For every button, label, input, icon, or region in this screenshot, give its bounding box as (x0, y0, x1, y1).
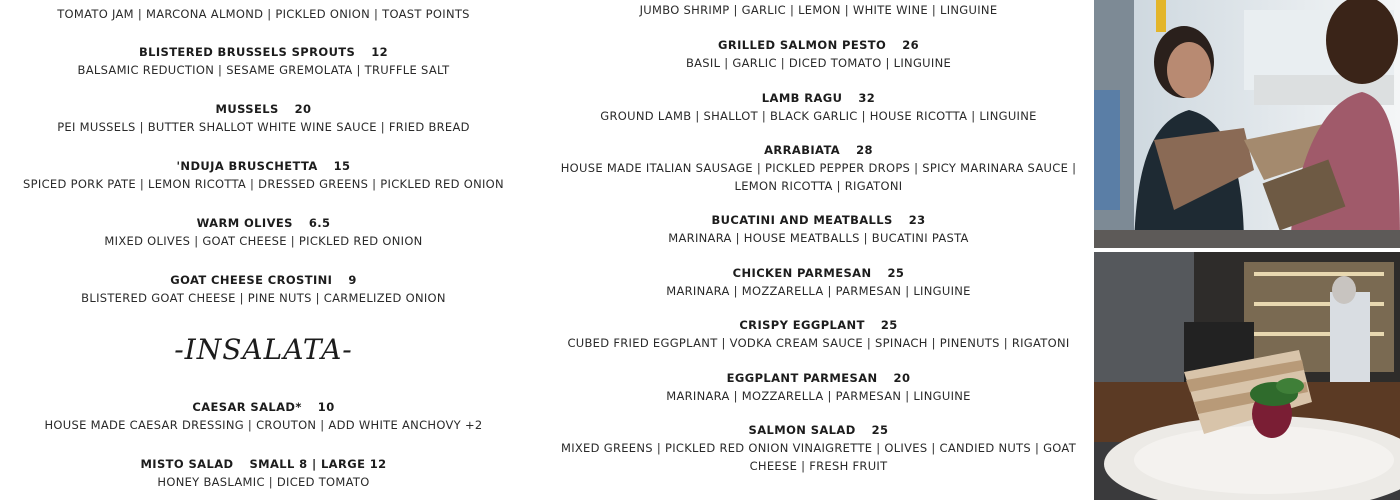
menu-item-price: 10 (317, 400, 335, 414)
menu-item (550, 316, 1087, 352)
photo-guests-reading-menus (1094, 0, 1400, 248)
menu-item-price: 6.5 (308, 216, 331, 230)
menu-item-name: LAMB RAGU (761, 91, 843, 105)
menu-item (0, 455, 527, 491)
menu-item-description: MIXED GREENS | PICKLED RED ONION VINAIGRETTE | OLIVES | CANDIED NUTS | GOAT CHEESE | FRESH FRUIT (560, 441, 1077, 473)
menu-item (550, 36, 1087, 72)
menu-item-description: SPICED PORK PATE | LEMON RICOTTA | DRESSED GREENS | PICKLED RED ONION (23, 177, 504, 191)
dessert-photo-image (1094, 252, 1400, 500)
menu-item-description: HOUSE MADE CAESAR DRESSING | CROUTON | ADD WHITE ANCHOVY +2 (44, 418, 483, 432)
section-heading-insalata: -INSALATA- (174, 333, 353, 366)
menu-item (0, 398, 527, 434)
menu-item-price: 25 (887, 266, 905, 280)
menu-item-description: MIXED OLIVES | GOAT CHEESE | PICKLED RED ONION (104, 234, 423, 248)
menu-item (550, 89, 1087, 125)
menu-item-name: BLISTERED BRUSSELS SPROUTS (138, 45, 356, 59)
menu-item-name: ARRABIATA (764, 143, 841, 157)
menu-item-name: MUSSELS (215, 102, 279, 116)
menu-item-description: TOMATO JAM | MARCONA ALMOND | PICKLED ONION | TOAST POINTS (57, 7, 470, 21)
menu-item-description: MARINARA | MOZZARELLA | PARMESAN | LINGUINE (666, 284, 971, 298)
menu-item-description: MARINARA | HOUSE MEATBALLS | BUCATINI PASTA (668, 231, 969, 245)
menu-item (550, 421, 1087, 475)
menu-item-price: 12 (371, 45, 389, 59)
menu-item-description: BLISTERED GOAT CHEESE | PINE NUTS | CARMELIZED ONION (81, 291, 446, 305)
menu-item-name: BUCATINI AND MEATBALLS (711, 213, 893, 227)
menu-item-name: SALMON SALAD (748, 423, 856, 437)
menu-item-description: HOUSE MADE ITALIAN SAUSAGE | PICKLED PEPPER DROPS | SPICY MARINARA SAUCE | LEMON RICOTTA | RIGATONI (560, 161, 1077, 193)
menu-item-price: 25 (871, 423, 889, 437)
menu-item-continued (0, 5, 527, 23)
menu-item-price: 15 (333, 159, 351, 173)
photo-dessert-cake-at-bar (1094, 252, 1400, 500)
menu-item-price: 25 (880, 318, 898, 332)
menu-item (0, 100, 527, 136)
menu-item-description: CUBED FRIED EGGPLANT | VODKA CREAM SAUCE | SPINACH | PINENUTS | RIGATONI (567, 336, 1070, 350)
menu-item-name: MISTO SALAD (140, 457, 234, 471)
menu-item (0, 271, 527, 307)
menu-item-price: 32 (858, 91, 876, 105)
menu-item (550, 211, 1087, 247)
menu-item-name: EGGPLANT PARMESAN (726, 371, 878, 385)
menu-item-description: PEI MUSSELS | BUTTER SHALLOT WHITE WINE SAUCE | FRIED BREAD (57, 120, 470, 134)
menu-item-name: CRISPY EGGPLANT (739, 318, 865, 332)
menu-item-price: SMALL 8 | LARGE 12 (249, 457, 387, 471)
menu-item-price: 28 (856, 143, 873, 157)
menu-item-description: JUMBO SHRIMP | GARLIC | LEMON | WHITE WINE | LINGUINE (639, 3, 998, 17)
menu-item-name: CHICKEN PARMESAN (732, 266, 872, 280)
menu-item-price: 23 (908, 213, 926, 227)
menu-item-description: HONEY BASLAMIC | DICED TOMATO (157, 475, 370, 489)
menu-item-name: WARM OLIVES (196, 216, 293, 230)
menu-item-name: GOAT CHEESE CROSTINI (170, 273, 333, 287)
menu-item-price: 9 (348, 273, 357, 287)
menu-item-description: BASIL | GARLIC | DICED TOMATO | LINGUINE (685, 56, 952, 70)
menu-item-price: 20 (294, 102, 312, 116)
menu-item-continued (550, 1, 1087, 19)
menu-item (550, 264, 1087, 300)
menu-item (0, 214, 527, 250)
guests-photo-image (1094, 0, 1400, 248)
menu-item-name: 'NDUJA BRUSCHETTA (176, 159, 318, 173)
menu-item-name: GRILLED SALMON PESTO (718, 38, 887, 52)
menu-item (0, 157, 527, 193)
menu-item (550, 369, 1087, 405)
menu-item-name: CAESAR SALAD* (192, 400, 302, 414)
menu-item-description: BALSAMIC REDUCTION | SESAME GREMOLATA | TRUFFLE SALT (77, 63, 450, 77)
menu-item-description: MARINARA | MOZZARELLA | PARMESAN | LINGUINE (666, 389, 971, 403)
menu-item-description: GROUND LAMB | SHALLOT | BLACK GARLIC | HOUSE RICOTTA | LINGUINE (600, 109, 1037, 123)
menu-item (550, 141, 1087, 195)
menu-item (0, 43, 527, 79)
menu-item-price: 20 (893, 371, 911, 385)
menu-item-price: 26 (902, 38, 919, 52)
